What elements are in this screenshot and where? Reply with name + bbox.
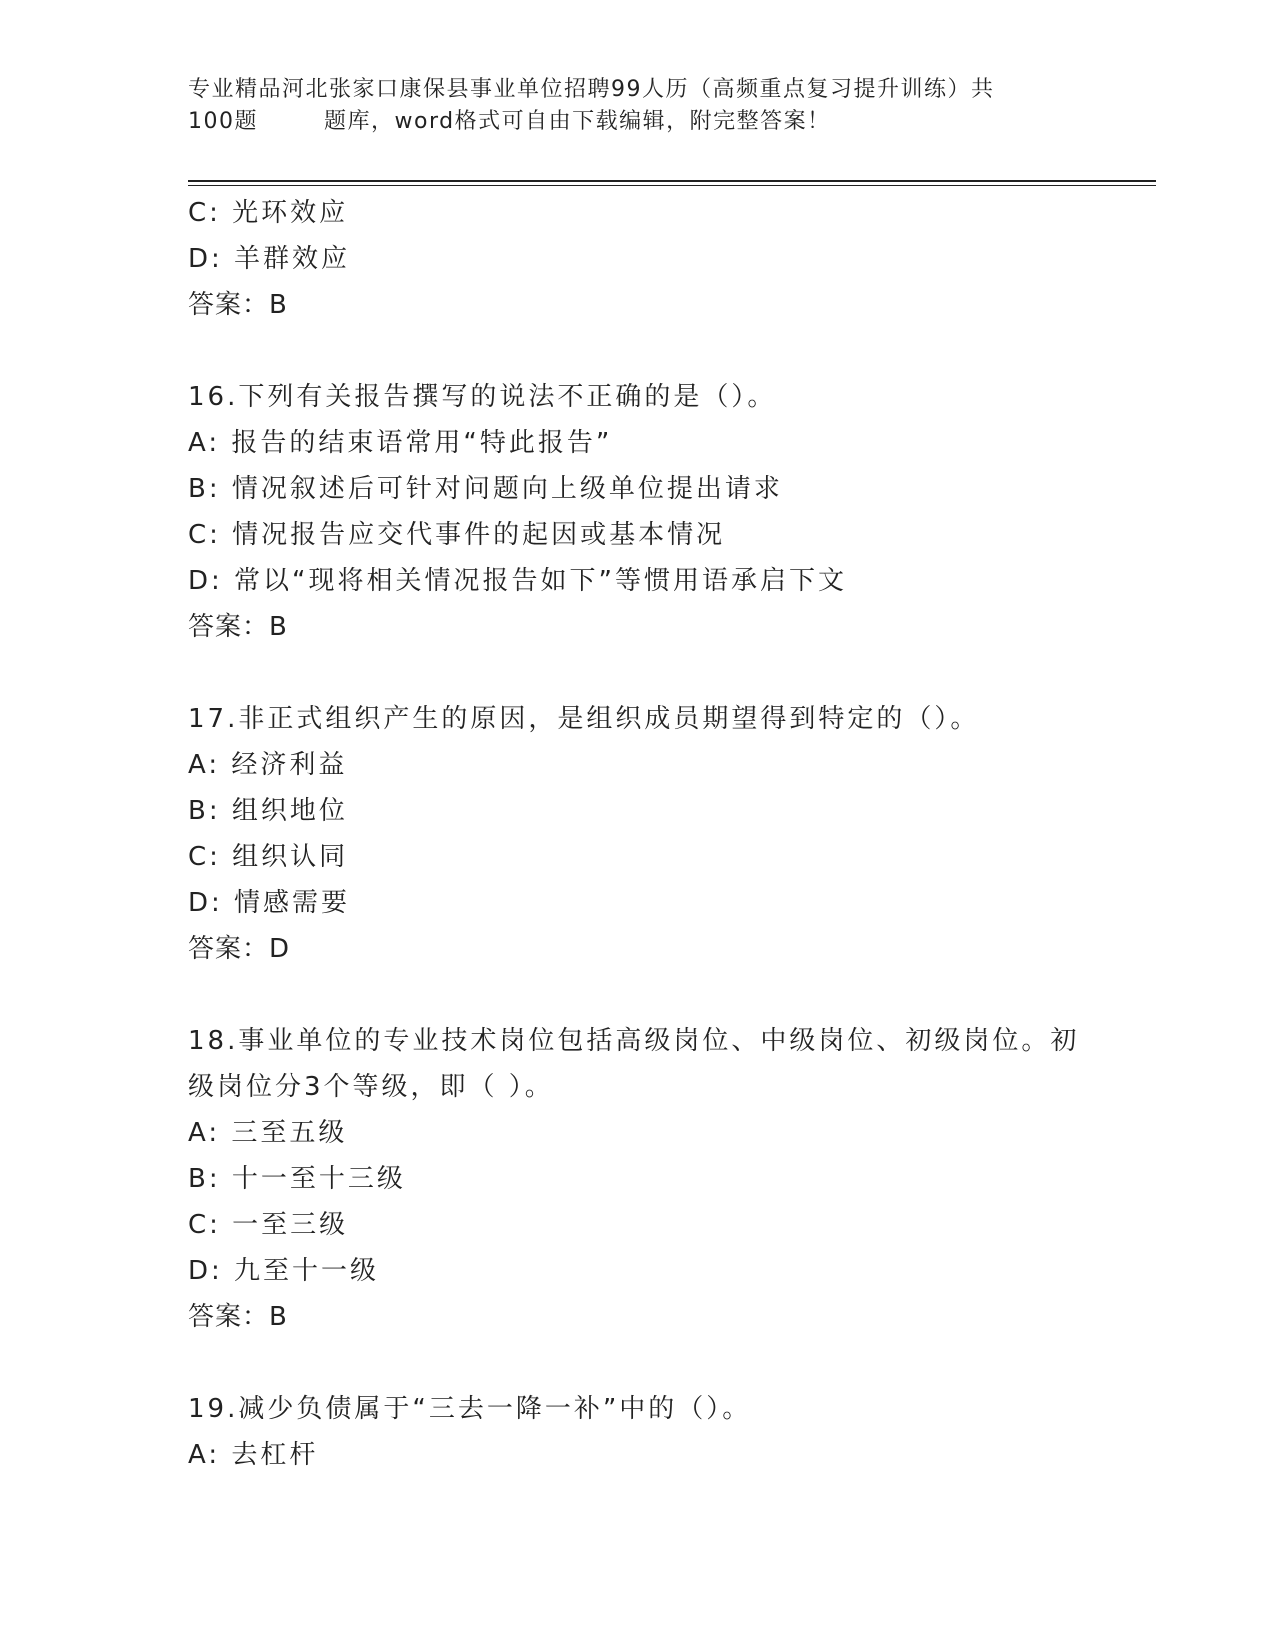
header-line-2 xyxy=(188,106,1088,138)
header-question-count: 100题 xyxy=(188,109,258,134)
option-c: C: 情况报告应交代事件的起因或基本情况 xyxy=(188,520,726,550)
option-c: C: 一至三级 xyxy=(188,1210,349,1240)
answer-line: 答案：B xyxy=(188,612,288,642)
document-header xyxy=(188,74,1088,138)
option-b: B: 十一至十三级 xyxy=(188,1164,406,1194)
question-stem: 18.事业单位的专业技术岗位包括高级岗位、中级岗位、初级岗位。初 xyxy=(188,1026,1080,1056)
option-c: C: 组织认同 xyxy=(188,842,349,872)
header-line-2-text: 题库，word格式可自由下载编辑，附完整答案！ xyxy=(324,109,831,134)
answer-line: 答案：B xyxy=(188,1302,288,1332)
option-d: D: 常以“现将相关情况报告如下”等惯用语承启下文 xyxy=(188,566,847,596)
question-list xyxy=(188,190,1088,1478)
question-stem: 19.减少负债属于“三去一降一补”中的（）。 xyxy=(188,1394,752,1424)
option-a: A: 经济利益 xyxy=(188,750,348,780)
question-19 xyxy=(188,1386,1088,1478)
option-d: D: 九至十一级 xyxy=(188,1256,380,1286)
question-stem-continued: 级岗位分3个等级，即（ ）。 xyxy=(188,1072,554,1102)
question-fragment xyxy=(188,190,1088,328)
answer-line: 答案：B xyxy=(188,290,288,320)
question-17 xyxy=(188,696,1088,972)
answer-line: 答案：D xyxy=(188,934,291,964)
option-d: D: 羊群效应 xyxy=(188,244,351,274)
question-18 xyxy=(188,1018,1088,1340)
option-a: A: 三至五级 xyxy=(188,1118,348,1148)
option-d: D: 情感需要 xyxy=(188,888,351,918)
question-stem: 17.非正式组织产生的原因，是组织成员期望得到特定的（）。 xyxy=(188,704,980,734)
question-stem: 16.下列有关报告撰写的说法不正确的是（）。 xyxy=(188,382,777,412)
option-a: A: 去杠杆 xyxy=(188,1440,319,1470)
option-c: C: 光环效应 xyxy=(188,198,349,228)
question-16 xyxy=(188,374,1088,650)
option-b: B: 组织地位 xyxy=(188,796,348,826)
header-divider-thin xyxy=(188,185,1156,186)
option-a: A: 报告的结束语常用“特此报告” xyxy=(188,428,613,458)
header-divider-thick xyxy=(188,180,1156,182)
header-line-1: 专业精品河北张家口康保县事业单位招聘99人历（高频重点复习提升训练）共 xyxy=(188,77,995,102)
option-b: B: 情况叙述后可针对问题向上级单位提出请求 xyxy=(188,474,783,504)
